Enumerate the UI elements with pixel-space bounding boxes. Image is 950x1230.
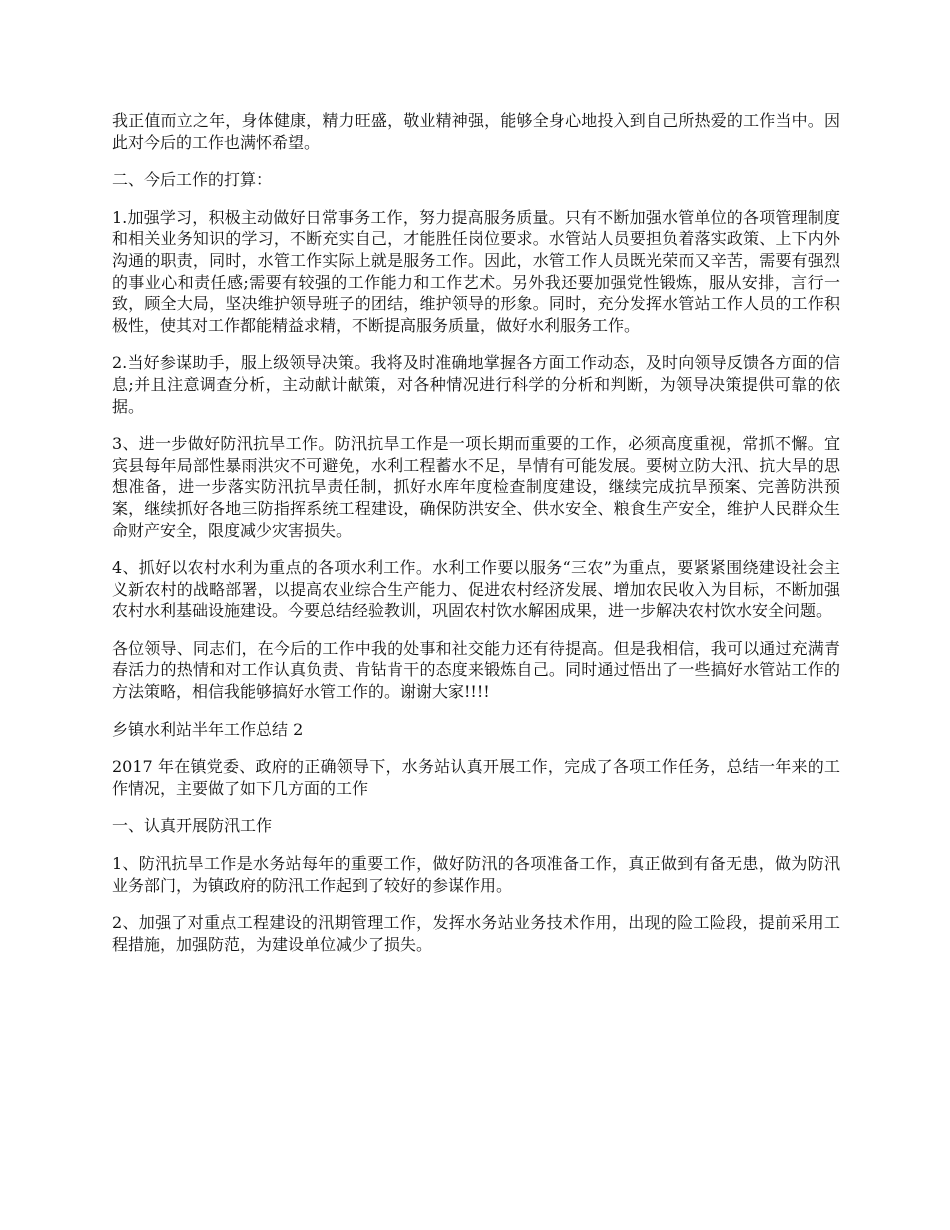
paragraph-item-3: 3、进一步做好防汛抗旱工作。防汛抗旱工作是一项长期而重要的工作，必须高度重视，常抓不懈。宜宾县每年局部性暴雨洪灾不可避免，水利工程蓄水不足，旱情有可能发展。要树立防大汛、抗大旱的思想准备，进一步落实防汛抗旱责任制，抓好水库年度检查制度建设，继续完成抗旱预案、完善防洪预案，继续抓好各地三防指挥系统工程建设，确保防洪安全、供水安全、粮食生产安全，维护人民群众生命财产安全，限度减少灾害损失。 xyxy=(112,434,840,540)
section-heading-future-plans: 二、今后工作的打算： xyxy=(112,170,273,190)
document-title-2: 乡镇水利站半年工作总结 2 xyxy=(112,719,304,739)
section-heading-flood-control: 一、认真开展防汛工作 xyxy=(112,816,273,836)
paragraph-item-4: 4、抓好以农村水利为重点的各项水利工作。水利工作要以服务“三农”为重点，要紧紧围绕建设社会主义新农村的战略部署，以提高农业综合生产能力、促进农村经济发展、增加农民收入为目标，不断加强农村水利基础设施建设。今要总结经验教训，巩固农村饮水解困成果，进一步解决农村饮水安全问题。 xyxy=(112,558,840,621)
paragraph-intro: 我正值而立之年，身体健康，精力旺盛，敬业精神强，能够全身心地投入到自己所热爱的工作当中。因此对今后的工作也满怀希望。 xyxy=(112,111,840,152)
document-page xyxy=(112,110,840,971)
paragraph-item-2: 2.当好参谋助手，服上级领导决策。我将及时准确地掌握各方面工作动态，及时向领导反馈各方面的信息;并且注意调查分析，主动献计献策，对各种情况进行科学的分析和判断，为领导决策提供可靠的依据。 xyxy=(112,353,840,416)
paragraph-flood-item-1: 1、防汛抗旱工作是水务站每年的重要工作，做好防汛的各项准备工作，真正做到有备无患，做为防汛业务部门，为镇政府的防汛工作起到了较好的参谋作用。 xyxy=(112,854,840,895)
paragraph-closing: 各位领导、同志们，在今后的工作中我的处事和社交能力还有待提高。但是我相信，我可以通过充满青春活力的热情和对工作认真负责、肯钻肯干的态度来锻炼自己。同时通过悟出了一些搞好水管站工作的方法策略，相信我能够搞好水管工作的。谢谢大家!!!! xyxy=(112,638,840,702)
paragraph-item-1: 1.加强学习，积极主动做好日常事务工作，努力提高服务质量。只有不断加强水管单位的各项管理制度和相关业务知识的学习，不断充实自己，才能胜任岗位要求。水管站人员要担负着落实政策、上下内外沟通的职责，同时，水管工作实际上就是服务工作。因此，水管工作人员既光荣而又辛苦，需要有强烈的事业心和责任感;需要有较强的工作能力和工作艺术。另外我还要加强党性锻炼，服从安排，言行一致，顾全大局，坚决维护领导班子的团结，维护领导的形象。同时，充分发挥水管站工作人员的工作积极性，使其对工作都能精益求精，不断提高服务质量，做好水利服务工作。 xyxy=(112,207,840,335)
paragraph-flood-item-2: 2、加强了对重点工程建设的汛期管理工作，发挥水务站业务技术作用，出现的险工险段，提前采用工程措施，加强防范，为建设单位减少了损失。 xyxy=(112,913,840,954)
paragraph-summary-intro: 2017 年在镇党委、政府的正确领导下，水务站认真开展工作，完成了各项工作任务，总结一年来的工作情况，主要做了如下几方面的工作 xyxy=(112,757,840,798)
